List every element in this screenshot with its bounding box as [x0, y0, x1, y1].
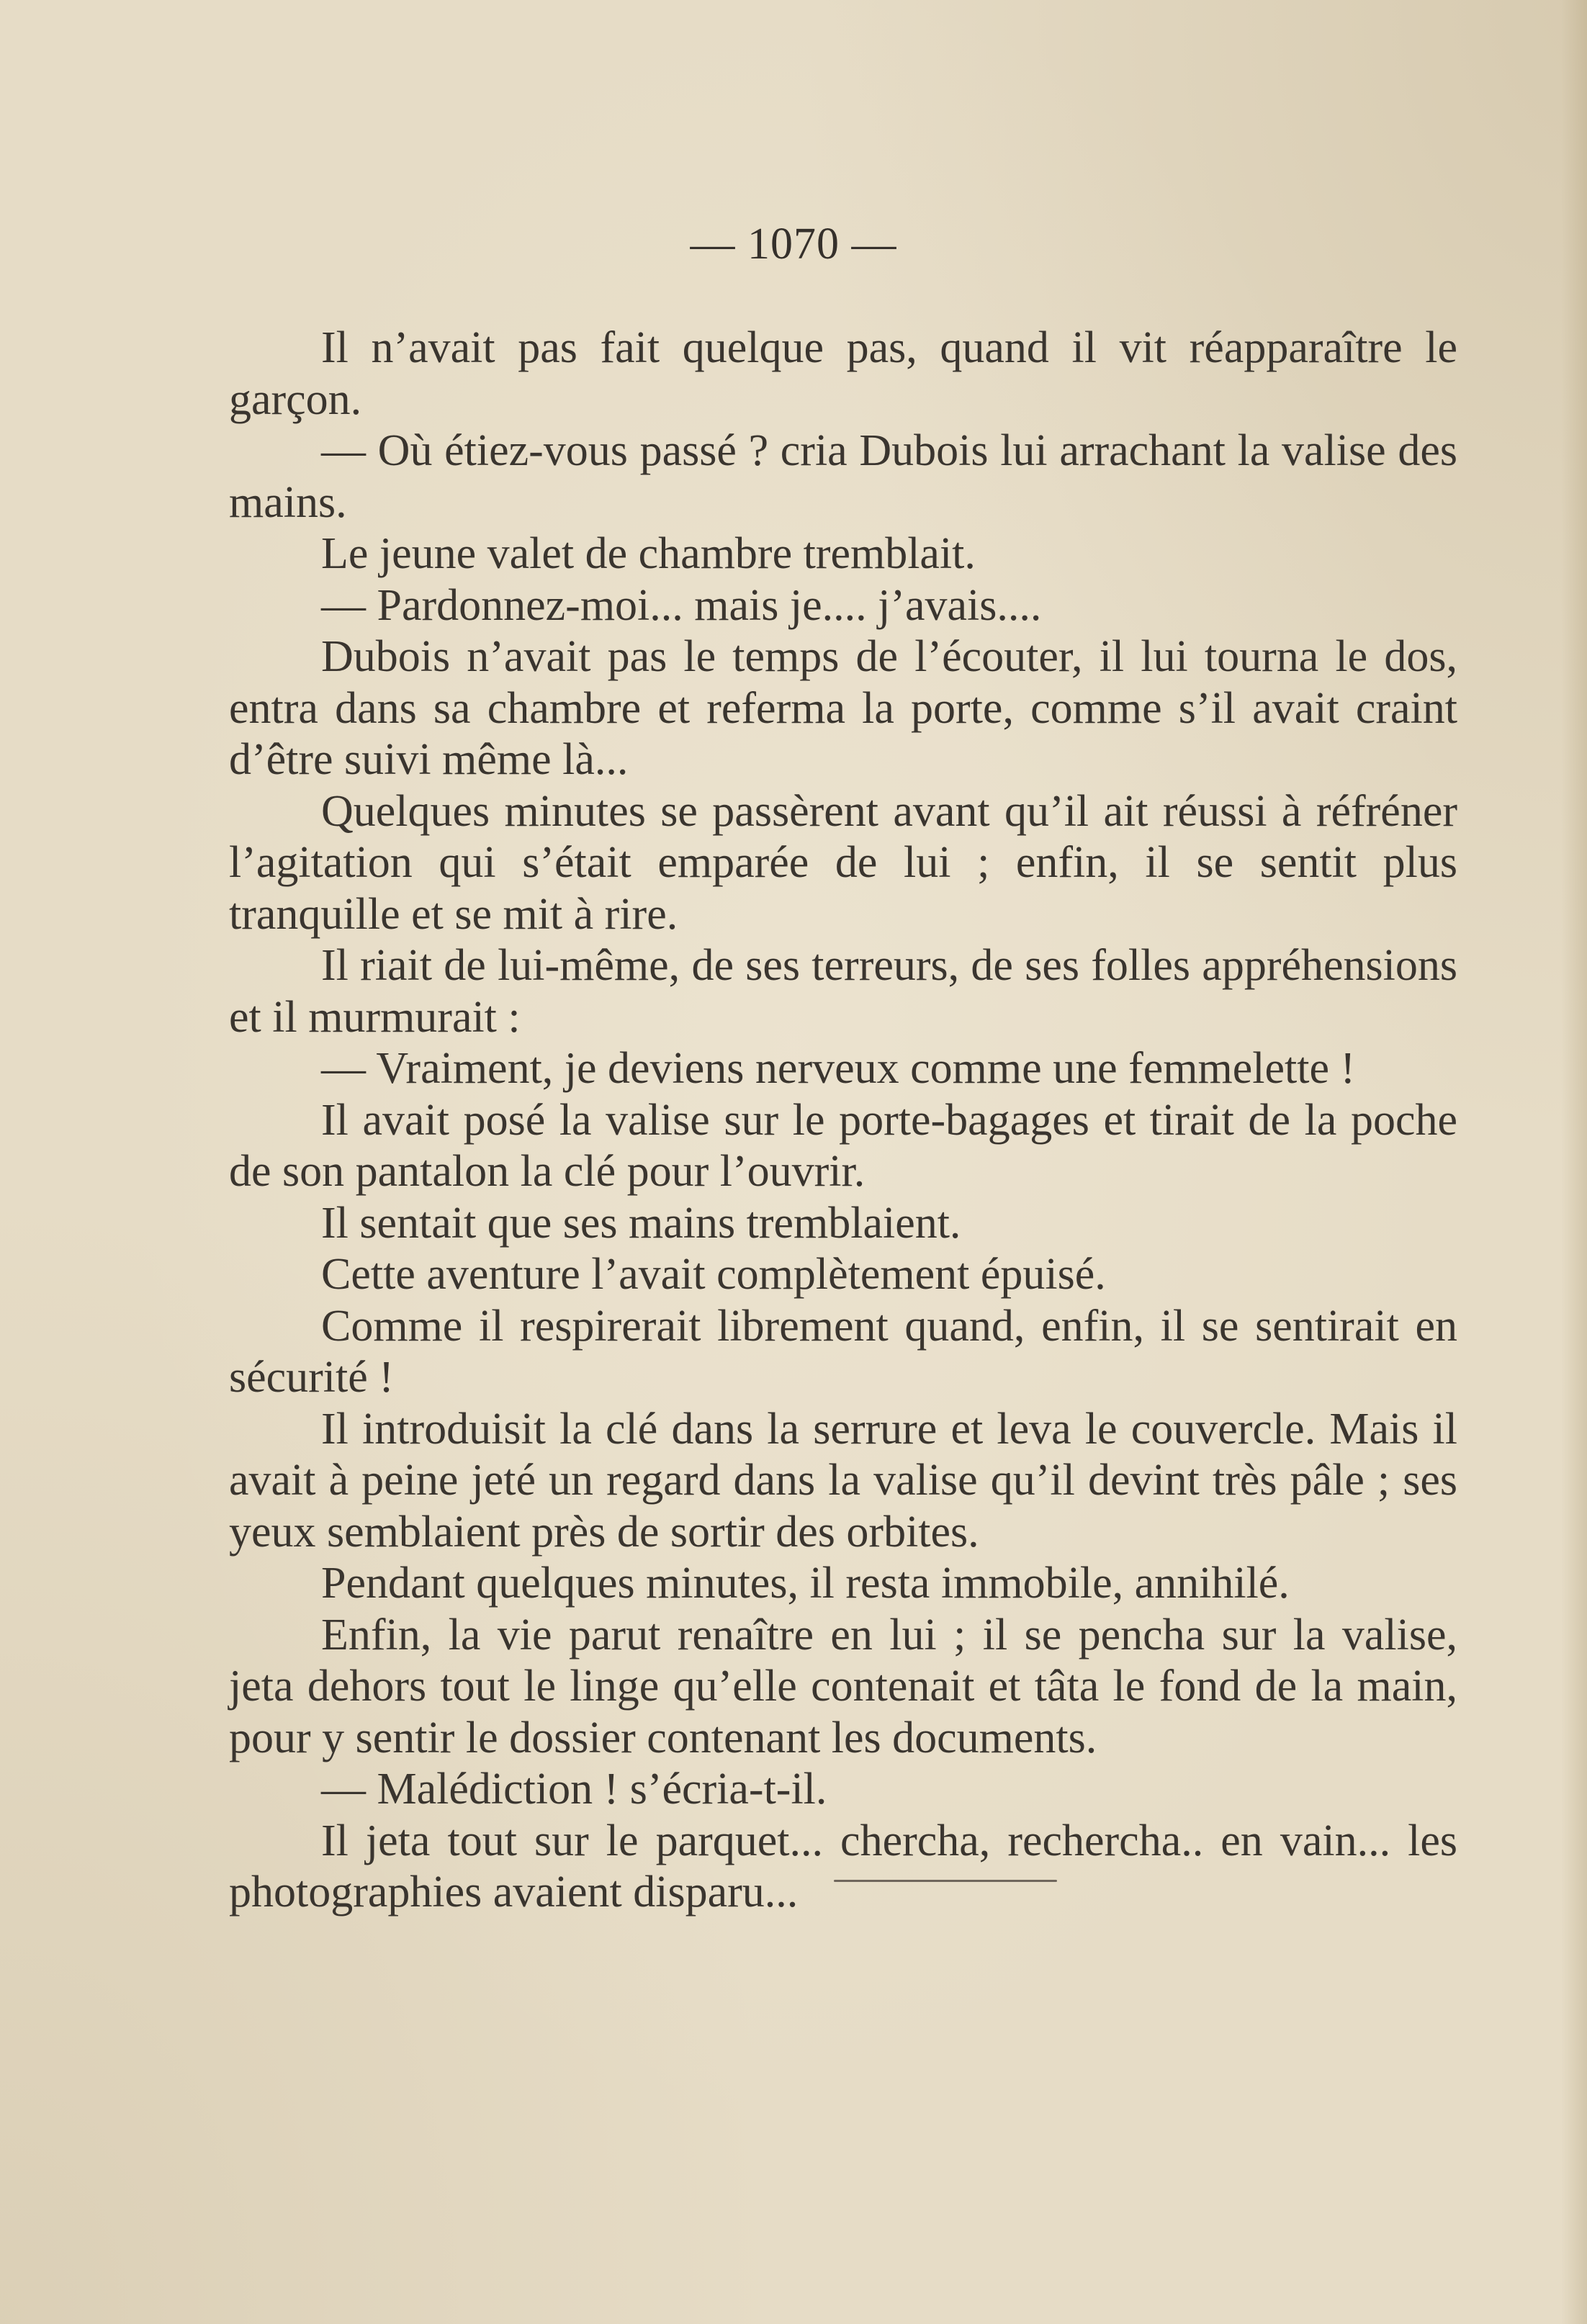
paragraph: Il riait de lui-même, de ses terreurs, de ses folles appréhensions et il murmurait : [229, 941, 1457, 1042]
paragraph: — Vraiment, je deviens nerveux comme une femmelette ! [321, 1044, 1356, 1093]
paragraph: — Pardonnez-moi... mais je.... j’avais.... [321, 580, 1042, 630]
paragraph: Enfin, la vie parut renaître en lui ; il se pencha sur la valise, jeta dehors tout le linge qu’elle contenait et tâta le fond de la main, pour y sentir le dossier contenant les documents. [229, 1610, 1457, 1762]
page-number: — 1070 — [690, 220, 897, 269]
body-text [229, 323, 1457, 1919]
paragraph: Pendant quelques minutes, il resta immobile, annihilé. [321, 1559, 1290, 1608]
paragraph-final [229, 1816, 1457, 1919]
paragraph: Il sentait que ses mains tremblaient. [321, 1198, 961, 1248]
paragraph: Il n’avait pas fait quelque pas, quand il vit réapparaître le garçon. [229, 323, 1457, 424]
paragraph: Le jeune valet de chambre tremblait. [321, 529, 976, 578]
paragraph: Il introduisit la clé dans la serrure et leva le couvercle. Mais il avait à peine jeté un regard dans la valise qu’il devint très pâle ; ses yeux semblaient près de sortir des orbites. [229, 1404, 1457, 1557]
end-rule [834, 1880, 1057, 1882]
paragraph: — Malédiction ! s’écria-t-il. [321, 1765, 827, 1814]
final-paragraph-text: Il jeta tout sur le parquet... chercha, rechercha.. en vain... les photographies avaient disparu... [229, 1816, 1457, 1917]
paragraph: Cette aventure l’avait complètement épuisé. [321, 1250, 1106, 1299]
paragraph: Quelques minutes se passèrent avant qu’il ait réussi à réfréner l’agitation qui s’était emparée de lui ; enfin, il se sentit plus tranquille et se mit à rire. [229, 786, 1457, 939]
paragraph: Dubois n’avait pas le temps de l’écouter, il lui tourna le dos, entra dans sa chambre et referma la porte, comme s’il avait craint d’être suivi même là... [229, 632, 1457, 784]
page-edge-shadow [1561, 0, 1587, 2324]
paragraph: Comme il respirerait librement quand, enfin, il se sentirait en sécurité ! [229, 1301, 1457, 1402]
paragraph: — Où étiez-vous passé ? cria Dubois lui arrachant la valise des mains. [229, 426, 1457, 527]
paragraph: Il avait posé la valise sur le porte-bagages et tirait de la poche de son pantalon la clé pour l’ouvrir. [229, 1095, 1457, 1196]
